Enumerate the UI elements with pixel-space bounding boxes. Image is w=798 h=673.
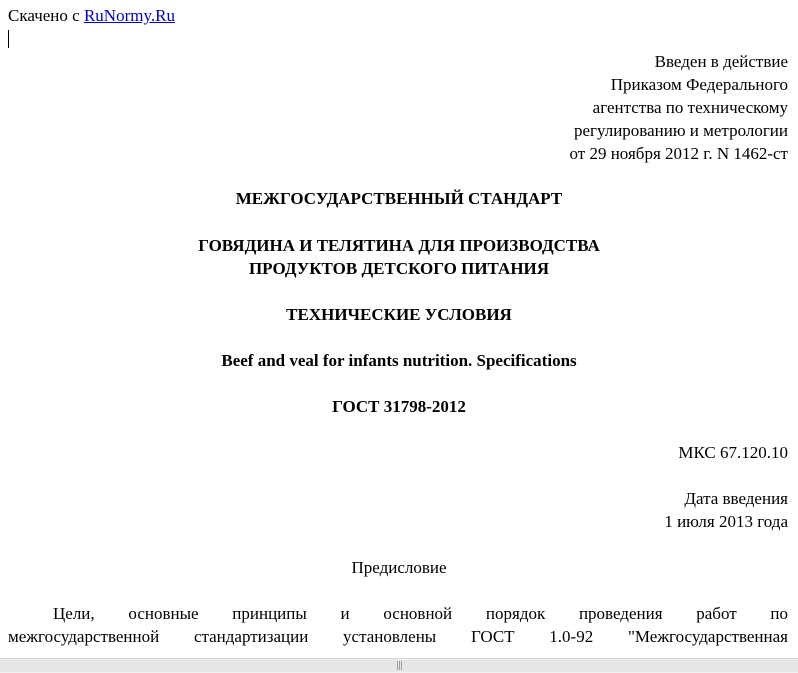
standard-type-heading: МЕЖГОСУДАРСТВЕННЫЙ СТАНДАРТ <box>235 189 563 208</box>
effective-date: 1 июля 2013 года <box>664 512 788 531</box>
horizontal-scrollbar[interactable] <box>0 658 798 673</box>
intro-line-5: от 29 ноября 2012 г. N 1462-ст <box>569 144 788 163</box>
document-subtitle: ТЕХНИЧЕСКИЕ УСЛОВИЯ <box>286 305 512 324</box>
text-cursor <box>8 30 9 48</box>
document-title-line-2: ПРОДУКТОВ ДЕТСКОГО ПИТАНИЯ <box>248 259 550 278</box>
foreword-heading: Предисловие <box>351 558 447 577</box>
intro-line-2: Приказом Федерального <box>610 75 788 94</box>
gost-number: ГОСТ 31798-2012 <box>332 397 466 416</box>
intro-line-3: агентства по техническому <box>592 98 788 117</box>
intro-line-4: регулированию и метрологии <box>573 121 788 140</box>
download-source-line <box>8 6 175 26</box>
source-link[interactable]: RuNormy.Ru <box>83 6 175 25</box>
intro-line-1: Введен в действие <box>654 52 788 71</box>
effective-date-label: Дата введения <box>684 489 788 508</box>
foreword-paragraph-line-2: межгосударственной стандартизации установлены ГОСТ 1.0-92 "Межгосударственная <box>8 627 788 646</box>
english-title: Beef and veal for infants nutrition. Specifications <box>221 351 577 370</box>
download-prefix: Скачено с <box>8 6 84 25</box>
scrollbar-grip-icon: ||| <box>395 661 403 671</box>
foreword-paragraph-line-1: Цели, основные принципы и основной порядок проведения работ по <box>53 604 788 623</box>
mks-code: МКС 67.120.10 <box>678 443 788 462</box>
scrollbar-thumb[interactable] <box>0 660 798 672</box>
document-title-line-1: ГОВЯДИНА И ТЕЛЯТИНА ДЛЯ ПРОИЗВОДСТВА <box>198 236 600 255</box>
